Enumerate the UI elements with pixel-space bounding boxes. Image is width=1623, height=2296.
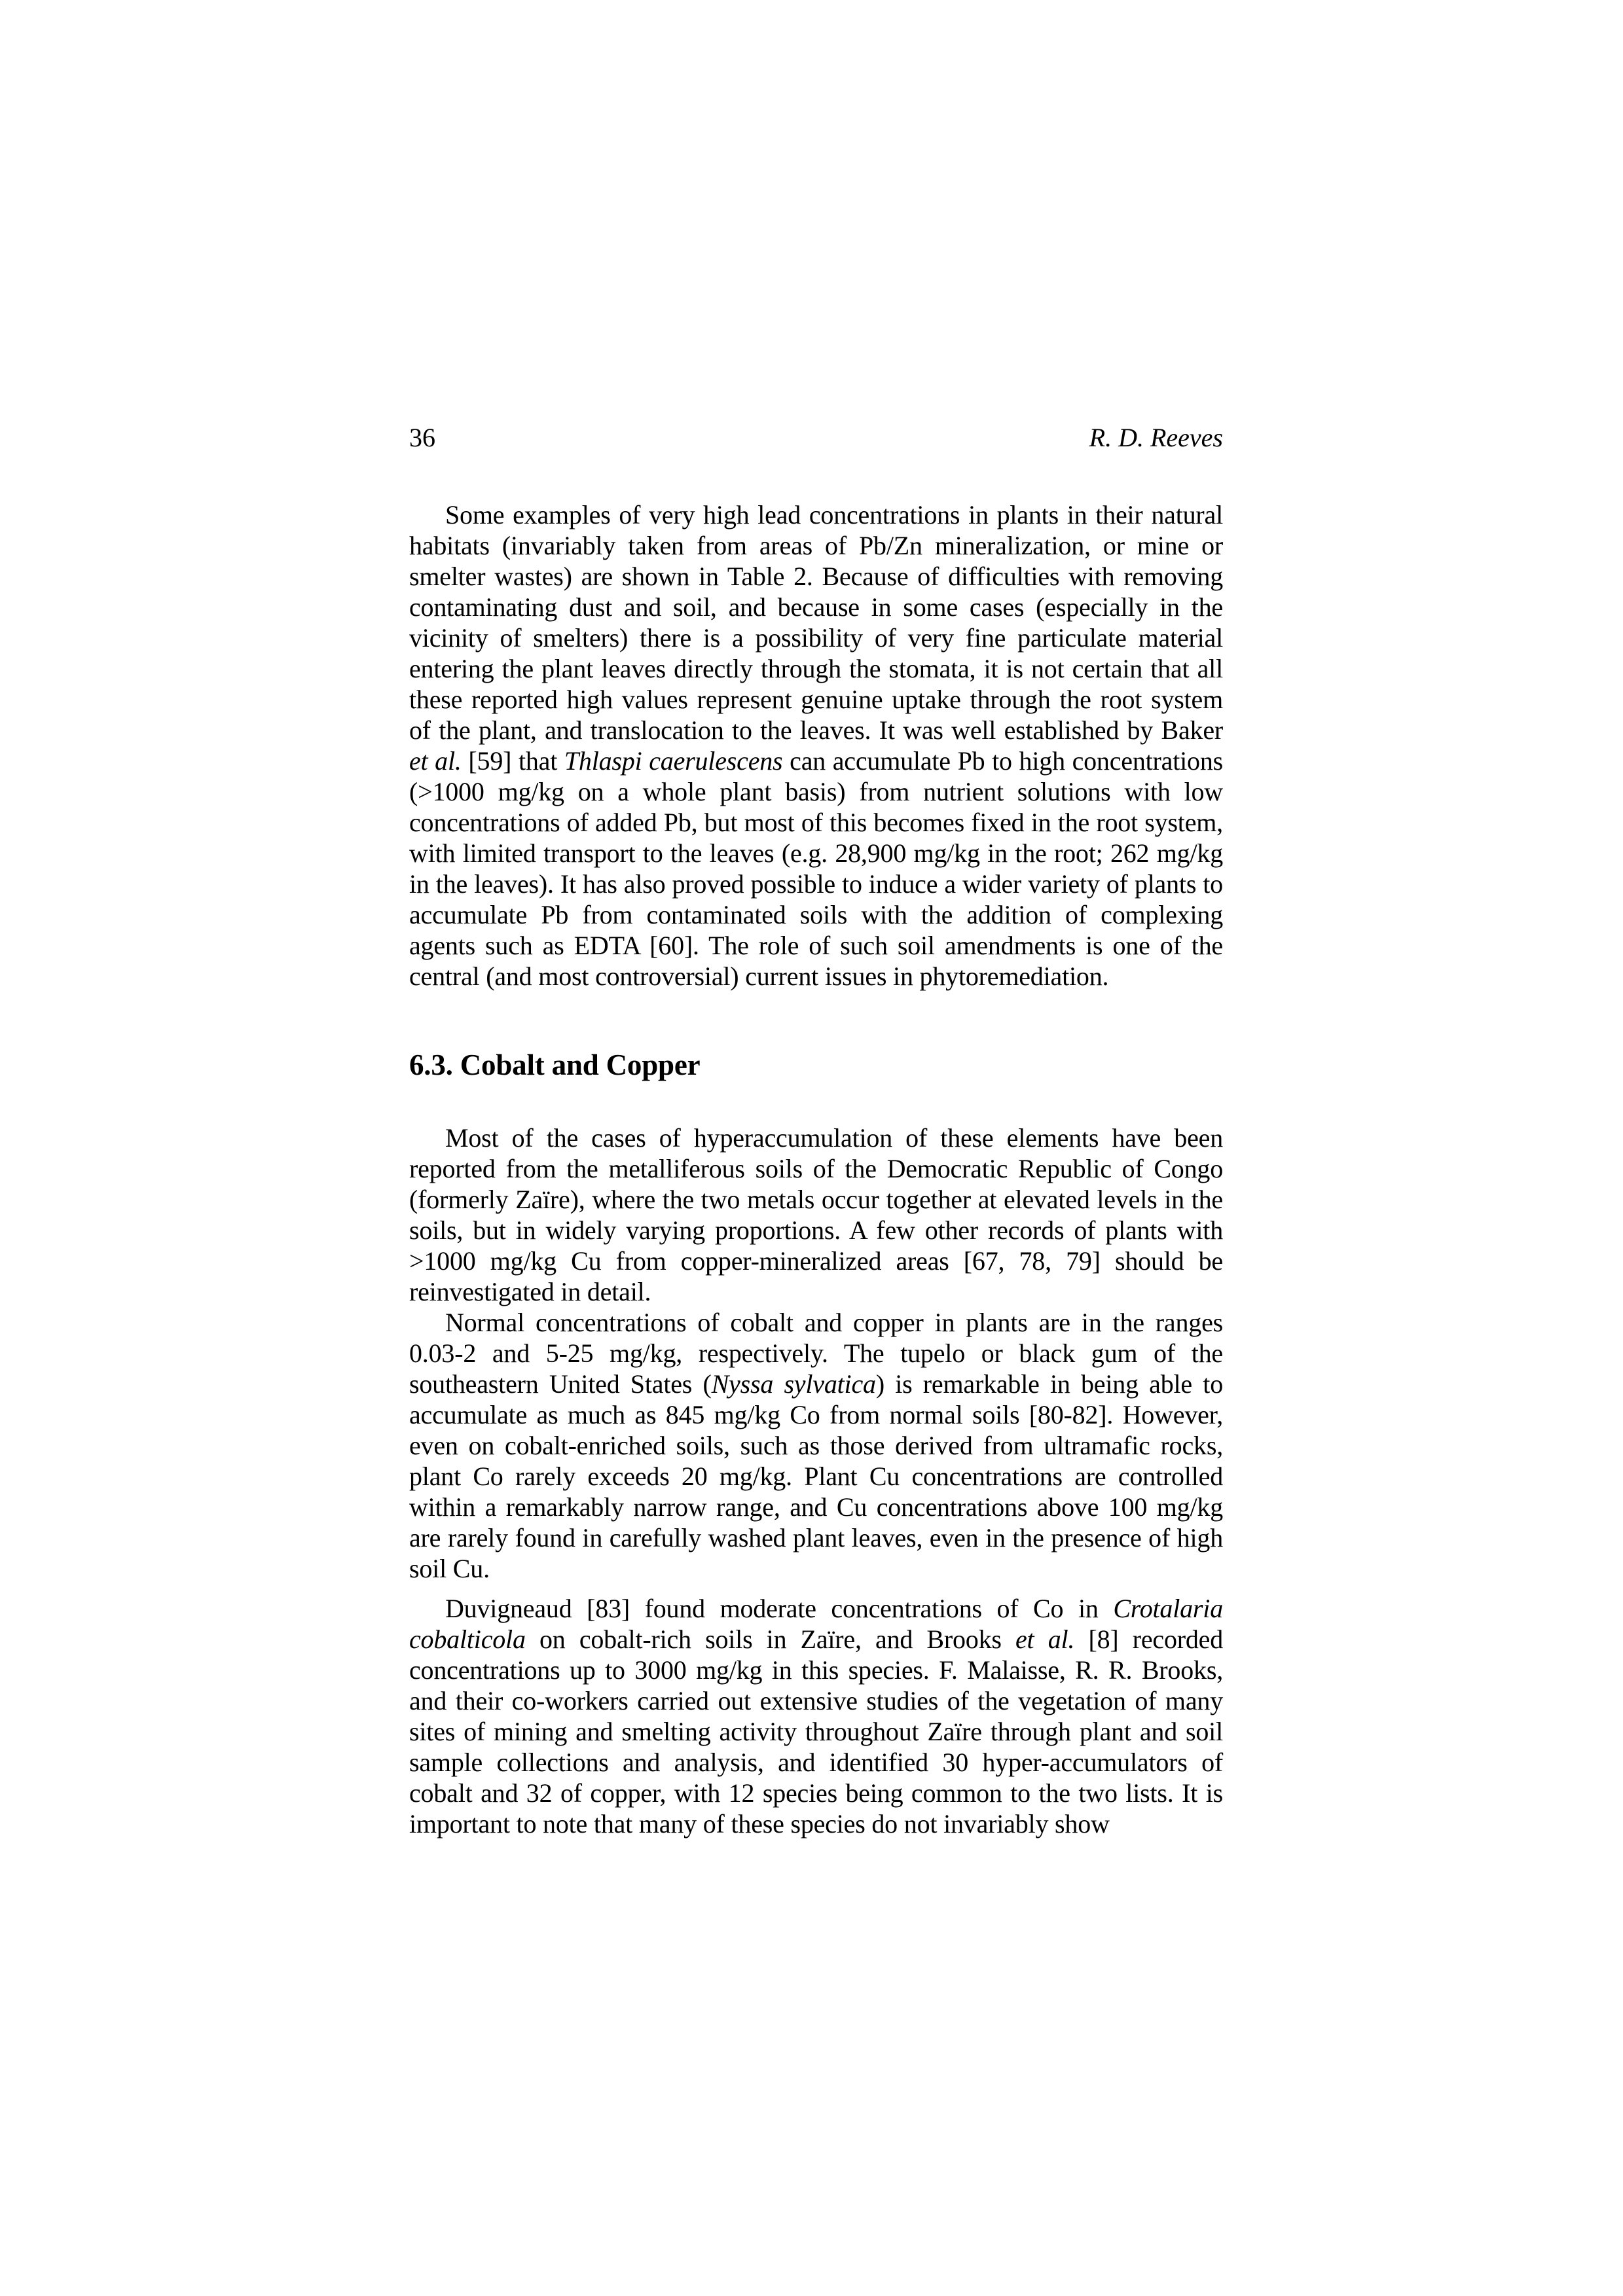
italic-text-run: et al.: [409, 746, 462, 776]
section-heading: 6.3. Cobalt and Copper: [409, 1049, 701, 1081]
text-run: Normal concentrations of cobalt and copper in plants are in the ranges 0.03-2 and 5-25 mg/kg, respectively. The tupelo or black gum of the southeastern United States (: [409, 1308, 1223, 1399]
italic-text-run: Thlaspi caerulescens: [564, 746, 783, 776]
paragraph: [409, 1307, 1223, 1584]
text-run: on cobalt-rich soils in Zaïre, and Brooks: [525, 1624, 1015, 1654]
text-run: ) is remarkable in being able to accumulate as much as 845 mg/kg Co from normal soils [80-82]. However, even on cobalt-enriched soils, such as those derived from ultramafic rocks, plant Co rarely exceeds 20 mg/kg. Plant Cu concentrations are controlled within a remarkably narrow range, and Cu concentrations above 100 mg/kg are rarely found in carefully washed plant leaves, even in the presence of high soil Cu.: [409, 1369, 1223, 1583]
italic-text-run: Crotalaria cobalticola: [409, 1594, 1223, 1654]
paragraph: [409, 499, 1223, 992]
italic-text-run: Nyssa sylvatica: [711, 1369, 876, 1399]
text-run: [8] recorded concentrations up to 3000 mg/kg in this species. F. Malaisse, R. R. Brooks, and their co-workers carried out extensive studies of the vegetation of many sites of mining and smelting activity throughout Zaïre through plant and soil sample collections and analysis, and identified 30 hyper-accumulators of cobalt and 32 of copper, with 12 species being common to the two lists. It is important to note that many of these species do not invariably show: [409, 1624, 1224, 1839]
paragraph: [409, 1593, 1223, 1839]
text-run: Duvigneaud [83] found moderate concentrations of Co in: [445, 1594, 1114, 1623]
text-run: can accumulate Pb to high concentrations (>1000 mg/kg on a whole plant basis) from nutrient solutions with low concentrations of added Pb, but most of this becomes fixed in the root system, with limited transport to the leaves (e.g. 28,900 mg/kg in the root; 262 mg/kg in the leaves). It has also proved possible to induce a wider variety of plants to accumulate Pb from contaminated soils with the addition of complexing agents such as EDTA [60]. The role of such soil amendments is one of the central (and most controversial) current issues in phytoremediation.: [409, 746, 1224, 991]
paragraph: [409, 1122, 1223, 1307]
text-run: [59] that: [461, 746, 564, 776]
page-header: [409, 422, 1223, 453]
text-run: Most of the cases of hyperaccumulation of these elements have been reported from the metalliferous soils of the Democratic Republic of Congo (formerly Zaïre), where the two metals occur together at elevated levels in the soils, but in widely varying proportions. A few other records of plants with >1000 mg/kg Cu from copper-mineralized areas [67, 78, 79] should be reinvestigated in detail.: [409, 1123, 1223, 1306]
page-number: 36: [409, 423, 435, 452]
running-head-author: R. D. Reeves: [1089, 423, 1223, 452]
page-content: [409, 499, 1223, 1839]
italic-text-run: et al.: [1015, 1624, 1075, 1654]
text-run: Some examples of very high lead concentrations in plants in their natural habitats (invariably taken from areas of Pb/Zn mineralization, or mine or smelter wastes) are shown in Table 2. Because of difficulties with removing contaminating dust and soil, and because in some cases (especially in the vicinity of smelters) there is a possibility of very fine particulate material entering the plant leaves directly through the stomata, it is not certain that all these reported high values represent genuine uptake through the root system of the plant, and translocation to the leaves. It was well established by Baker: [409, 500, 1223, 745]
